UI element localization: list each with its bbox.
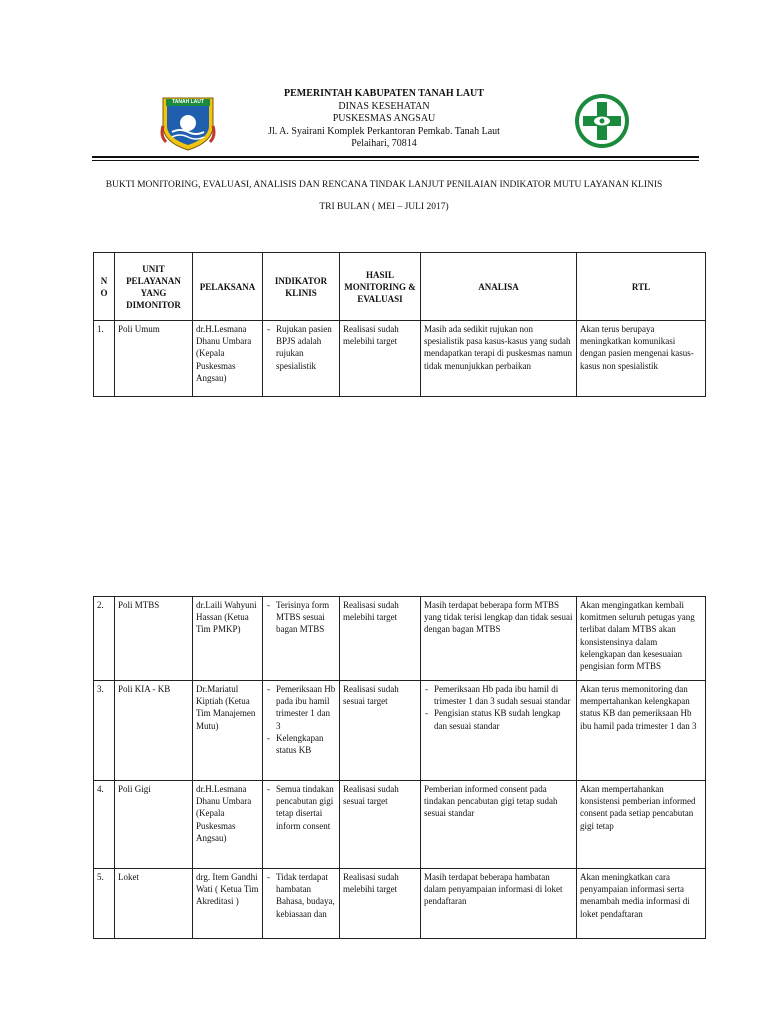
cell-no: 2. bbox=[94, 597, 115, 681]
cell-analisa: Masih terdapat beberapa form MTBS yang tidak terisi lengkap dan tidak sesuai dengan bagan MTBS bbox=[421, 597, 577, 681]
table-row bbox=[94, 321, 706, 397]
government-name: PEMERINTAH KABUPATEN TANAH LAUT bbox=[284, 88, 484, 99]
table-row bbox=[94, 597, 706, 681]
cell-analisa: Pemberian informed consent pada tindakan pencabutan gigi tetap sudah sesuai standar bbox=[421, 781, 577, 869]
cell-analisa: Masih ada sedikit rujukan non spesialistik pasa kasus-kasus yang sudah mendapatkan terapi di puskesmas namun tidak menunjukkan perbaikan bbox=[421, 321, 577, 397]
table-row bbox=[94, 781, 706, 869]
indikator-item: - Rujukan pasien BPJS adalah rujukan spesialistik bbox=[266, 323, 336, 372]
cell-analisa: Masih terdapat beberapa hambatan dalam penyampaian informasi di loket pendaftaran bbox=[421, 869, 577, 939]
cell-indikator bbox=[263, 781, 340, 869]
monitoring-table-part-2 bbox=[93, 596, 706, 939]
cell-no: 4. bbox=[94, 781, 115, 869]
header-hasil: HASIL MONITORING & EVALUASI bbox=[340, 253, 421, 321]
cell-indikator bbox=[263, 321, 340, 397]
indikator-item: - Kelengkapan status KB bbox=[266, 732, 336, 756]
cell-unit: Poli MTBS bbox=[115, 597, 193, 681]
letterhead bbox=[0, 88, 768, 151]
cell-unit: Poli Umum bbox=[115, 321, 193, 397]
cell-hasil: Realisasi sudah melebihi target bbox=[340, 597, 421, 681]
table-row bbox=[94, 681, 706, 781]
cell-analisa bbox=[421, 681, 577, 781]
logo-text: TANAH LAUT bbox=[172, 99, 204, 105]
letterhead-rule-thick bbox=[92, 156, 699, 158]
cell-pelaksana: dr.Laili Wahyuni Hassan (Ketua Tim PMKP) bbox=[193, 597, 263, 681]
cell-rtl: Akan terus berupaya meningkatkan komunikasi dengan pasien mengenai kasus-kasus non spesialistik bbox=[577, 321, 706, 397]
cell-rtl: Akan meningkatkan cara penyampaian informasi serta menambah media informasi di loket pendaftaran bbox=[577, 869, 706, 939]
cell-indikator bbox=[263, 869, 340, 939]
cell-unit: Poli Gigi bbox=[115, 781, 193, 869]
document-period: TRI BULAN ( MEI – JULI 2017) bbox=[319, 202, 449, 212]
cell-no: 1. bbox=[94, 321, 115, 397]
cell-hasil: Realisasi sudah melebihi target bbox=[340, 869, 421, 939]
cell-no: 3. bbox=[94, 681, 115, 781]
department-name: DINAS KESEHATAN bbox=[338, 100, 430, 112]
cell-indikator bbox=[263, 597, 340, 681]
cell-rtl: Akan terus memonitoring dan mempertahankan kelengkapan status KB dan pemeriksaan Hb ibu hamil pada trimester 1 dan 3 bbox=[577, 681, 706, 781]
indikator-item: - Semua tindakan pencabutan gigi tetap disertai inform consent bbox=[266, 783, 336, 832]
cell-rtl: Akan mengingatkan kembali komitmen seluruh petugas yang terlibat dalam MTBS akan konsistensinya dalam kelengkapan dan kesesuaian pengisian form MTBS bbox=[577, 597, 706, 681]
puskesmas-name: PUSKESMAS ANGSAU bbox=[332, 113, 436, 124]
cell-rtl: Akan mempertahankan konsistensi pemberian informed consent pada setiap pencabutan gigi tetap bbox=[577, 781, 706, 869]
cell-pelaksana: dr.H.Lesmana Dhanu Umbara (Kepala Puskesmas Angsau) bbox=[193, 321, 263, 397]
cell-unit: Loket bbox=[115, 869, 193, 939]
indikator-item: - Tidak terdapat hambatan Bahasa, budaya, kebiasaan dan bbox=[266, 871, 336, 920]
analisa-item: - Pengisian status KB sudah lengkap dan sesuai standar bbox=[424, 707, 573, 731]
cell-hasil: Realisasi sudah sesuai target bbox=[340, 781, 421, 869]
cell-unit: Poli KIA - KB bbox=[115, 681, 193, 781]
header-unit: UNIT PELAYANAN YANG DIMONITOR bbox=[115, 253, 193, 321]
header-rtl: RTL bbox=[577, 253, 706, 321]
header-indikator: INDIKATOR KLINIS bbox=[263, 253, 340, 321]
indikator-item: - Terisinya form MTBS sesuai bagan MTBS bbox=[266, 599, 336, 636]
cell-pelaksana: Dr.Mariatul Kiptiah (Ketua Tim Manajemen Mutu) bbox=[193, 681, 263, 781]
cell-no: 5. bbox=[94, 869, 115, 939]
analisa-item: - Pemeriksaan Hb pada ibu hamil di trimester 1 dan 3 sudah sesuai standar bbox=[424, 683, 573, 707]
cell-pelaksana: drg. Item Gandhi Wati ( Ketua Tim Akreditasi ) bbox=[193, 869, 263, 939]
cell-pelaksana: dr.H.Lesmana Dhanu Umbara (Kepala Puskesmas Angsau) bbox=[193, 781, 263, 869]
header-pelaksana: PELAKSANA bbox=[193, 253, 263, 321]
indikator-item: - Pemeriksaan Hb pada ibu hamil trimester 1 dan 3 bbox=[266, 683, 336, 732]
address: Jl. A. Syairani Komplek Perkantoran Pemkab. Tanah Laut bbox=[268, 125, 500, 137]
table-header-row bbox=[94, 253, 706, 321]
cell-indikator bbox=[263, 681, 340, 781]
cell-hasil: Realisasi sudah melebihi target bbox=[340, 321, 421, 397]
city-postal: Pelaihari, 70814 bbox=[351, 138, 417, 149]
cell-hasil: Realisasi sudah sesuai target bbox=[340, 681, 421, 781]
header-no: N O bbox=[94, 253, 115, 321]
monitoring-table-part-1 bbox=[93, 252, 706, 397]
table-row bbox=[94, 869, 706, 939]
letterhead-rule-thin bbox=[92, 160, 699, 161]
document-title: BUKTI MONITORING, EVALUASI, ANALISIS DAN RENCANA TINDAK LANJUT PENILAIAN INDIKATOR MUTU LAYANAN KLINIS bbox=[105, 180, 663, 190]
header-analisa: ANALISA bbox=[421, 253, 577, 321]
